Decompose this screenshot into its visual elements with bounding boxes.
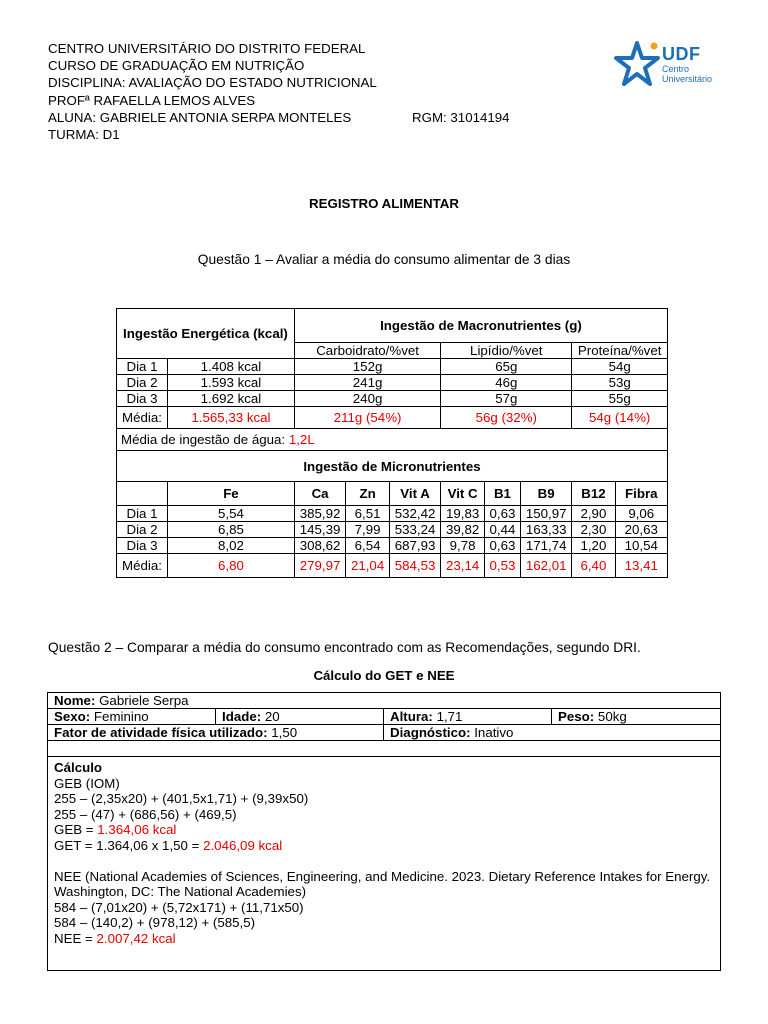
nee-line-1: 584 – (7,01x20) + (5,72x171) + (11,71x50) <box>54 899 304 915</box>
class-name: TURMA: D1 <box>48 127 120 143</box>
document-header <box>48 40 510 143</box>
lip-cell: 57g <box>441 391 572 407</box>
carb-cell: 152g <box>294 359 440 375</box>
micro-cell: 9,06 <box>615 506 667 522</box>
micro-cell: 20,63 <box>615 522 667 538</box>
question-2: Questão 2 – Comparar a média do consumo encontrado com as Recomendações, segundo DRI. <box>48 640 641 655</box>
micro-col: Vit A <box>389 482 440 506</box>
get-label: GET = 1.364,06 x 1,50 = <box>54 837 204 853</box>
carb-cell: 240g <box>294 391 440 407</box>
question-1: Questão 1 – Avaliar a média do consumo alimentar de 3 dias <box>197 252 571 267</box>
micro-average-row <box>117 554 668 578</box>
geb-title: GEB (IOM) <box>54 775 120 791</box>
water-value: 1,2L <box>288 432 315 447</box>
geb-result <box>54 822 714 838</box>
micro-cell: 0,63 <box>484 506 520 522</box>
day-label: Dia 2 <box>117 522 168 538</box>
course-name: CURSO DE GRADUAÇÃO EM NUTRIÇÃO <box>48 58 305 74</box>
average-row <box>117 407 668 429</box>
micro-cell: 5,54 <box>168 506 295 522</box>
micro-col: Fe <box>168 482 295 506</box>
age-label: Idade: <box>222 709 262 724</box>
weight-value: 50kg <box>597 709 627 724</box>
micro-cell: 7,99 <box>346 522 390 538</box>
blank-row <box>48 741 721 757</box>
logo-subtitle-line2: Universitário <box>662 74 713 84</box>
logo-subtitle-line1: Centro <box>662 64 690 74</box>
micro-cell: 2,90 <box>572 506 615 522</box>
patient-name: Gabriele Serpa <box>99 693 189 708</box>
micro-cell: 171,74 <box>520 538 571 554</box>
micro-cell: 687,93 <box>389 538 440 554</box>
macro-col-carb: Carboidrato/%vet <box>294 343 440 359</box>
page-title: REGISTRO ALIMENTAR <box>309 196 459 211</box>
diagnosis-label: Diagnóstico: <box>390 725 471 740</box>
get-nee-table <box>47 692 721 971</box>
geb-line-2: 255 – (47) + (686,56) + (469,5) <box>54 806 237 822</box>
height-label: Altura: <box>390 709 433 724</box>
avg-lip: 56g (32%) <box>441 407 572 429</box>
calculation-cell <box>48 757 721 971</box>
micro-cell: 19,83 <box>441 506 485 522</box>
micro-avg-cell: 6,40 <box>572 554 615 578</box>
micro-avg-cell: 6,80 <box>168 554 295 578</box>
lip-cell: 65g <box>441 359 572 375</box>
table-row <box>117 538 668 554</box>
water-row <box>117 429 668 451</box>
micro-cell: 6,85 <box>168 522 295 538</box>
geb-label: GEB = <box>54 822 98 838</box>
day-label: Dia 3 <box>117 538 168 554</box>
activity-cell <box>48 725 384 741</box>
avg-carb: 211g (54%) <box>294 407 440 429</box>
kcal-cell: 1.593 kcal <box>168 375 295 391</box>
table-row <box>117 391 668 407</box>
micro-avg-cell: 279,97 <box>294 554 345 578</box>
height-value: 1,71 <box>436 709 463 724</box>
star-icon <box>614 40 660 88</box>
micro-avg-cell: 0,53 <box>484 554 520 578</box>
micro-col: Ca <box>294 482 345 506</box>
micro-avg-cell: 23,14 <box>441 554 485 578</box>
water-label: Média de ingestão de água: <box>121 432 286 447</box>
avg-prot: 54g (14%) <box>572 407 668 429</box>
calc-heading: Cálculo <box>54 760 103 775</box>
student-rgm: RGM: 31014194 <box>412 109 510 125</box>
water-cell <box>117 429 668 451</box>
micro-cell: 150,97 <box>520 506 571 522</box>
professor-name: PROFª RAFAELLA LEMOS ALVES <box>48 92 256 108</box>
avg-label: Média: <box>117 554 168 578</box>
student-line <box>48 109 510 126</box>
macro-col-lip: Lipídio/%vet <box>441 343 572 359</box>
micro-col: Fibra <box>615 482 667 506</box>
nee-label: NEE = <box>54 930 97 946</box>
institution-name: CENTRO UNIVERSITÁRIO DO DISTRITO FEDERAL <box>48 41 366 56</box>
micro-cell: 163,33 <box>520 522 571 538</box>
get-result <box>54 838 714 854</box>
micro-cell: 1,20 <box>572 538 615 554</box>
micro-cell: 6,51 <box>346 506 390 522</box>
micro-avg-cell: 13,41 <box>615 554 667 578</box>
height-cell <box>384 709 552 725</box>
diagnosis-value: Inativo <box>474 725 514 740</box>
energy-header: Ingestão Energética (kcal) <box>117 309 295 359</box>
micro-cell: 6,54 <box>346 538 390 554</box>
micro-col: B12 <box>572 482 615 506</box>
micro-col: B9 <box>520 482 571 506</box>
geb-value: 1.364,06 kcal <box>97 822 177 838</box>
prot-cell: 54g <box>572 359 668 375</box>
micro-header: Ingestão de Micronutrientes <box>117 451 668 482</box>
micro-cell: 39,82 <box>441 522 485 538</box>
age-value: 20 <box>264 709 280 724</box>
table-row <box>117 522 668 538</box>
micro-cell: 8,02 <box>168 538 295 554</box>
micro-avg-cell: 584,53 <box>389 554 440 578</box>
patient-name-cell <box>48 693 721 709</box>
geb-line-1: 255 – (2,35x20) + (401,5x1,71) + (9,39x50) <box>54 791 309 807</box>
micro-cell: 10,54 <box>615 538 667 554</box>
micro-corner <box>117 482 168 506</box>
weight-label: Peso: <box>558 709 595 724</box>
micro-col: Vit C <box>441 482 485 506</box>
get-value: 2.046,09 kcal <box>203 837 283 853</box>
micro-cell: 385,92 <box>294 506 345 522</box>
sex-cell <box>48 709 216 725</box>
macro-col-prot: Proteína/%vet <box>572 343 668 359</box>
udf-logo <box>614 40 724 90</box>
sex-label: Sexo: <box>54 709 91 724</box>
micro-cell: 308,62 <box>294 538 345 554</box>
micro-cell: 2,30 <box>572 522 615 538</box>
micro-cell: 0,44 <box>484 522 520 538</box>
micro-col: Zn <box>346 482 390 506</box>
kcal-cell: 1.408 kcal <box>168 359 295 375</box>
discipline-name: DISCIPLINA: AVALIAÇÃO DO ESTADO NUTRICIONAL <box>48 75 377 91</box>
diagnosis-cell <box>384 725 721 741</box>
nee-result <box>54 931 714 947</box>
nee-value: 2.007,42 kcal <box>96 930 176 946</box>
logo-subtitle <box>662 64 712 84</box>
micro-cell: 0,63 <box>484 538 520 554</box>
micro-cell: 145,39 <box>294 522 345 538</box>
micro-avg-cell: 21,04 <box>346 554 390 578</box>
logo-brand: UDF <box>662 44 701 64</box>
calc-title: Cálculo do GET e NEE <box>313 668 455 683</box>
micro-columns <box>117 482 668 506</box>
age-cell <box>216 709 384 725</box>
prot-cell: 55g <box>572 391 668 407</box>
micro-cell: 533,24 <box>389 522 440 538</box>
kcal-cell: 1.692 kcal <box>168 391 295 407</box>
food-record-table <box>116 308 668 578</box>
avg-kcal: 1.565,33 kcal <box>168 407 295 429</box>
micro-cell: 532,42 <box>389 506 440 522</box>
table-row <box>117 375 668 391</box>
weight-cell <box>552 709 721 725</box>
nee-reference: NEE (National Academies of Sciences, Engineering, and Medicine. 2023. Dietary Reference Intakes for Energy. Washington, DC: The National Academies) <box>54 868 711 900</box>
micro-col: B1 <box>484 482 520 506</box>
micro-avg-cell: 162,01 <box>520 554 571 578</box>
macro-header: Ingestão de Macronutrientes (g) <box>294 309 667 343</box>
carb-cell: 241g <box>294 375 440 391</box>
nee-line-2: 584 – (140,2) + (978,12) + (585,5) <box>54 915 256 931</box>
activity-value: 1,50 <box>271 725 298 740</box>
avg-label: Média: <box>117 407 168 429</box>
day-label: Dia 1 <box>117 506 168 522</box>
table-row <box>117 506 668 522</box>
activity-label: Fator de atividade física utilizado: <box>54 725 268 740</box>
day-label: Dia 2 <box>117 375 168 391</box>
lip-cell: 46g <box>441 375 572 391</box>
student-name: ALUNA: GABRIELE ANTONIA SERPA MONTELES <box>48 109 352 125</box>
name-label: Nome: <box>54 693 96 708</box>
table-row <box>117 359 668 375</box>
prot-cell: 53g <box>572 375 668 391</box>
day-label: Dia 1 <box>117 359 168 375</box>
micro-cell: 9,78 <box>441 538 485 554</box>
sex-value: Feminino <box>93 709 149 724</box>
day-label: Dia 3 <box>117 391 168 407</box>
